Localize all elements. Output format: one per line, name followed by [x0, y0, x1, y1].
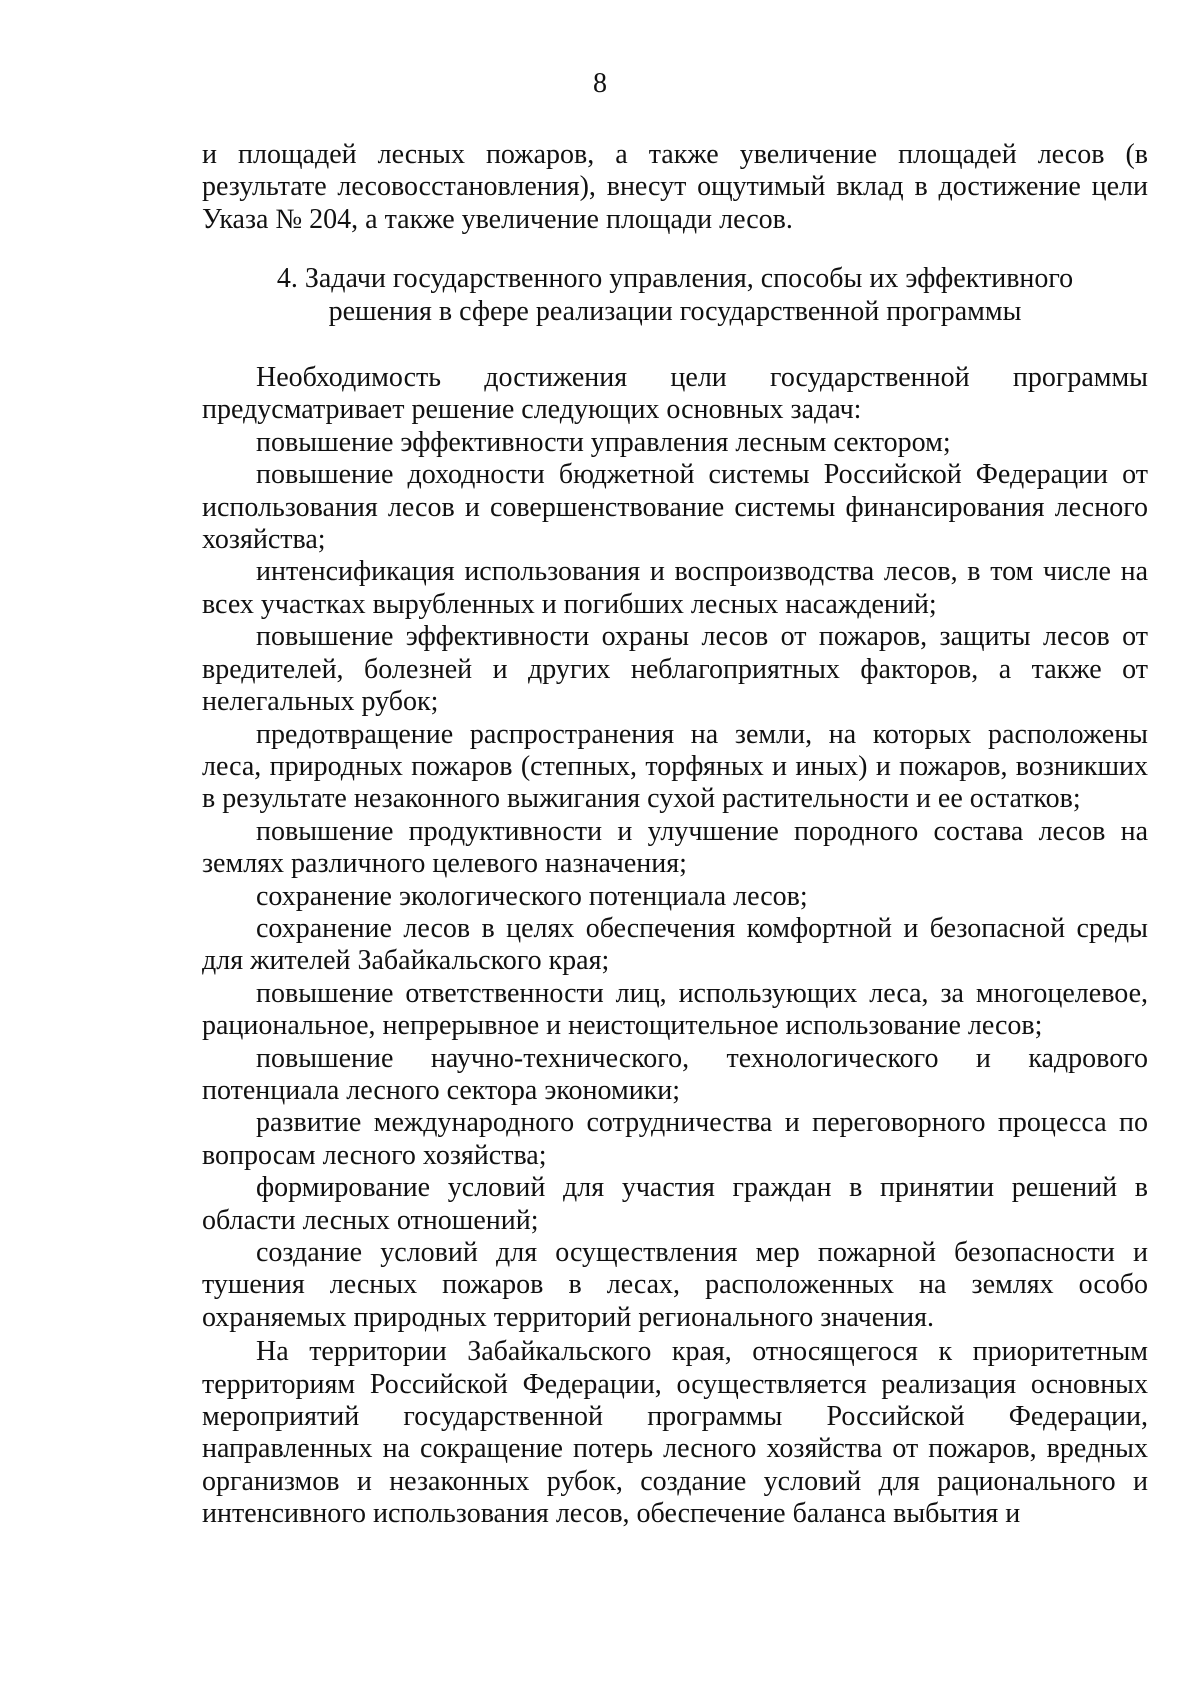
task-item: предотвращение распространения на земли, на которых расположены леса, природных пожаров (степных, торфяных и иных) и пожаров, возникших в результате незаконного выжигания сухой растительности и ее остатков;: [202, 718, 1148, 815]
task-item: повышение доходности бюджетной системы Российской Федерации от использования лесов и совершенствование системы финансирования лесного хозяйства;: [202, 459, 1148, 556]
section-heading-line-1: 4. Задачи государственного управления, способы их эффективного: [276, 263, 1074, 295]
task-item: сохранение лесов в целях обеспечения комфортной и безопасной среды для жителей Забайкальского края;: [202, 912, 1148, 977]
intro-paragraph: и площадей лесных пожаров, а также увеличение площадей лесов (в результате лесовосстановления), внесут ощутимый вклад в достижение цели Указа № 204, а также увеличение площади лесов.: [202, 139, 1148, 235]
section-heading: [202, 263, 1148, 328]
lead-paragraph: Необходимость достижения цели государственной программы предусматривает решение следующих основных задач:: [202, 362, 1148, 426]
document-body: [202, 139, 1148, 1531]
task-item: интенсификация использования и воспроизводства лесов, в том числе на всех участках вырубленных и погибших лесных насаждений;: [202, 556, 1148, 620]
task-item: повышение эффективности охраны лесов от пожаров, защиты лесов от вредителей, болезней и других неблагоприятных факторов, а также от нелегальных рубок;: [202, 621, 1148, 718]
task-item: повышение эффективности управления лесным сектором;: [256, 426, 951, 458]
task-item: повышение научно-технического, технологического и кадрового потенциала лесного сектора экономики;: [202, 1042, 1148, 1106]
section-heading-line-2: решения в сфере реализации государственной программы: [328, 295, 1022, 327]
task-item: сохранение экологического потенциала лесов;: [256, 880, 808, 912]
closing-paragraph: На территории Забайкальского края, относящегося к приоритетным территориям Российской Федерации, осуществляется реализация основных мероприятий государственной программы Российской Федерации, направленных на сокращение потерь лесного хозяйства от пожаров, вредных организмов и незаконных рубок, создание условий для рационального и интенсивного использования лесов, обеспечение баланса выбытия и: [202, 1336, 1148, 1530]
task-item: создание условий для осуществления мер пожарной безопасности и тушения лесных пожаров в лесах, расположенных на землях особо охраняемых природных территорий регионального значения.: [202, 1237, 1148, 1333]
task-item: развитие международного сотрудничества и переговорного процесса по вопросам лесного хозяйства;: [202, 1107, 1148, 1171]
task-item: повышение продуктивности и улучшение породного состава лесов на землях различного целевого назначения;: [202, 815, 1148, 880]
page-number: 8: [593, 68, 607, 99]
task-item: повышение ответственности лиц, использующих леса, за многоцелевое, рациональное, непрерывное и неистощительное использование лесов;: [202, 977, 1148, 1042]
task-item: формирование условий для участия граждан в принятии решений в области лесных отношений;: [202, 1172, 1148, 1236]
